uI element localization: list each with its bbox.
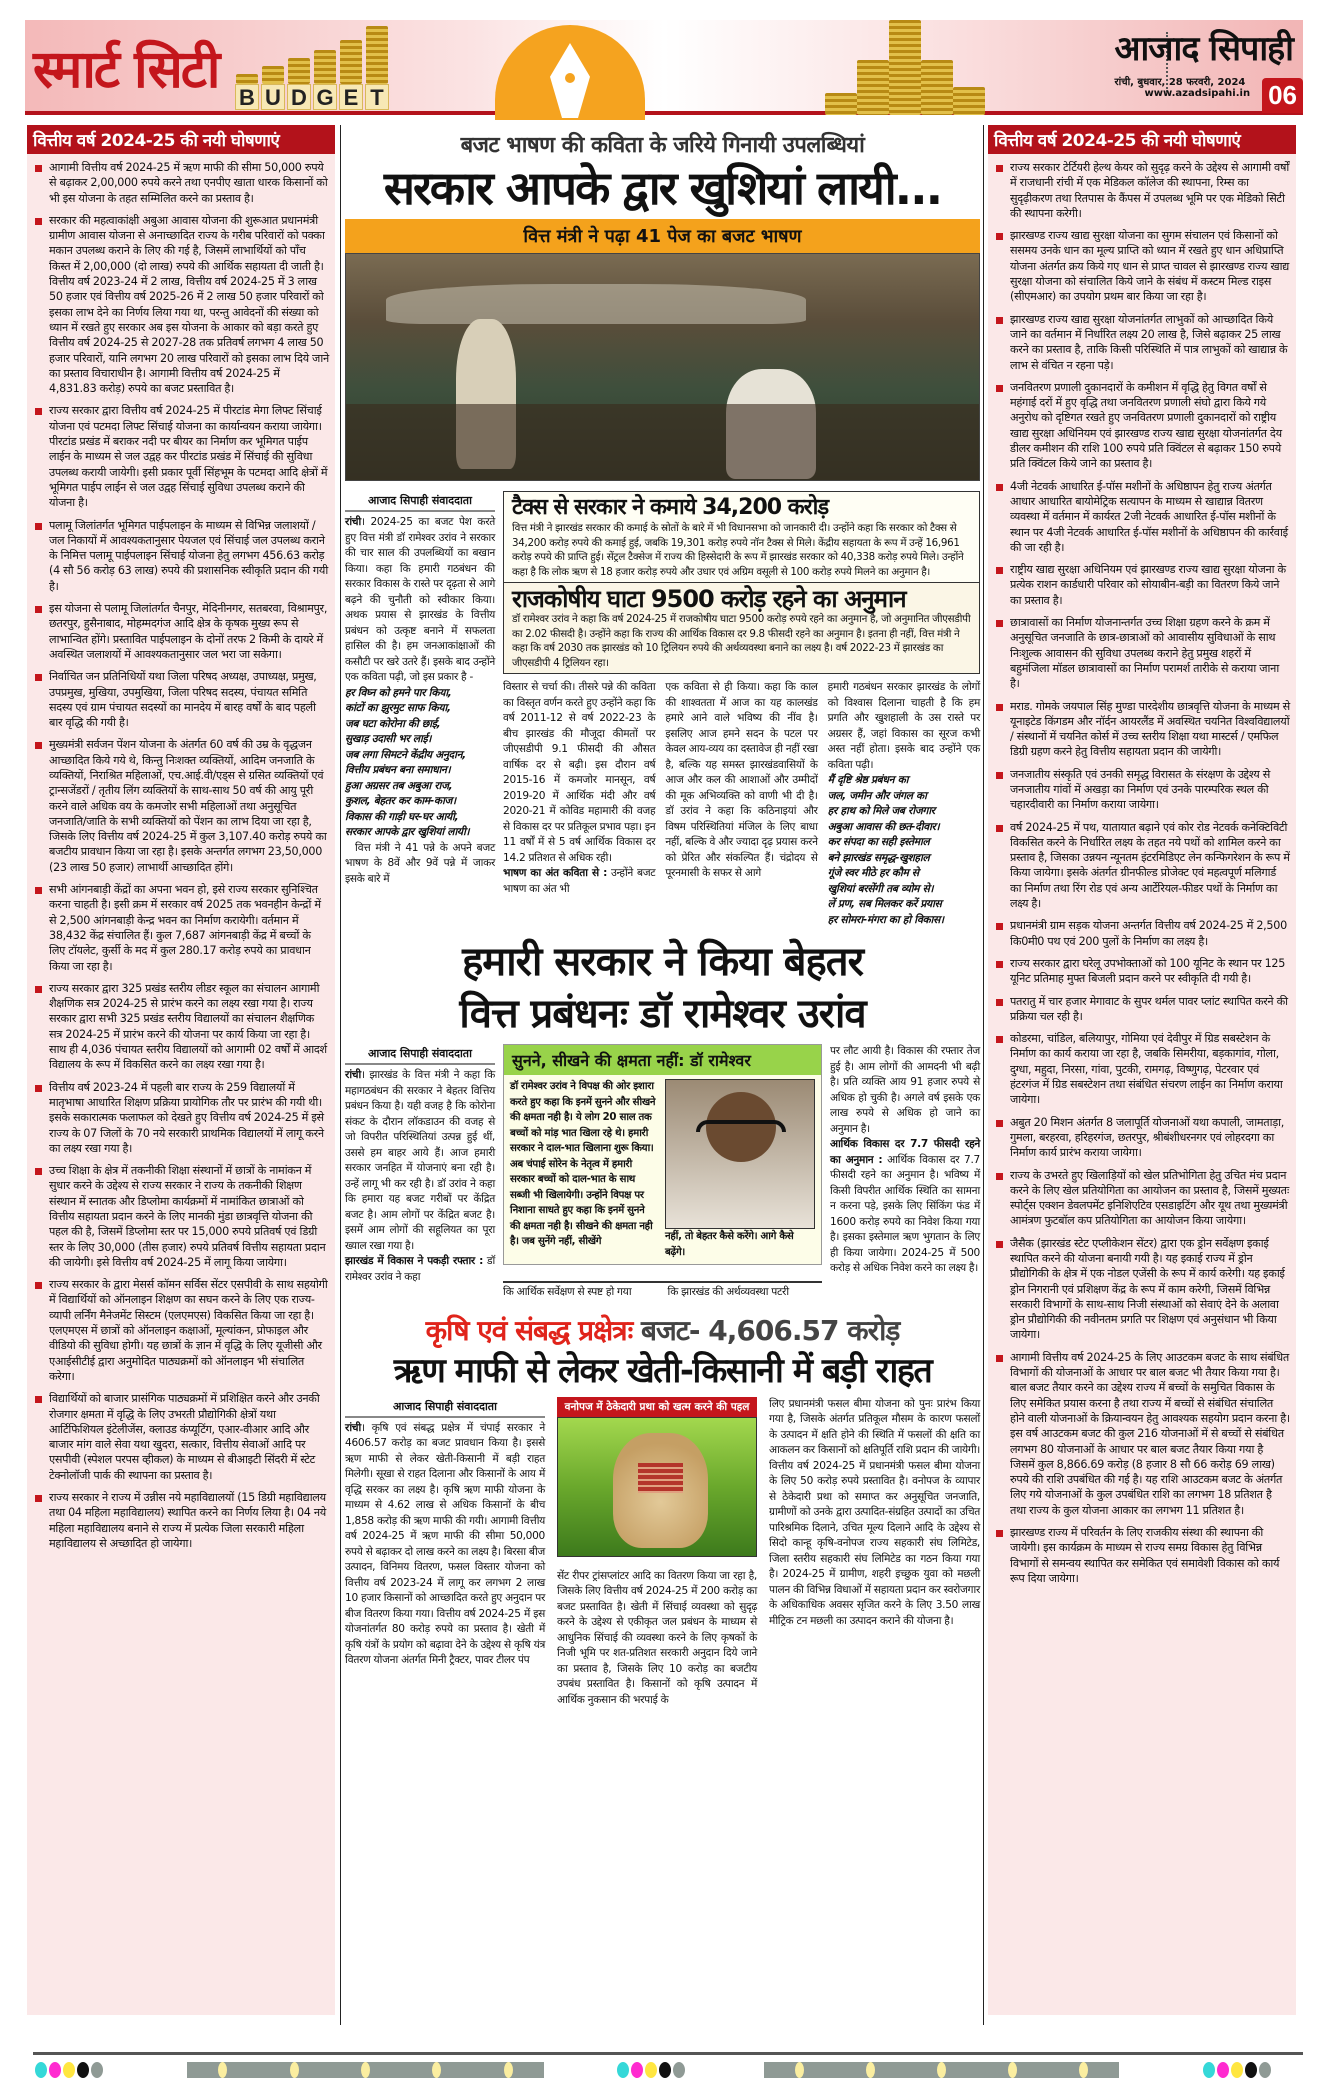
- lead-column: एक कविता से ही किया। कहा कि काल की शाश्वतता में आज का यह कालखंड हमारे आने वाले भविष्य की नींव है। इसलिए आज हमने सदन के पटल पर केवल आय-व्यय का दस्तावेज ही नहीं रखा है, बल्कि यह समस्त झारखंडवासियों के आज और कल की आशाओं और उम्मीदों की मूक अभिव्यक्ति को वाणी भी दी है। डॉ उरांव ने कहा कि कठिनाइयां और विषम परिस्थितियां मंजिल के लिए बाधा नहीं, बल्कि वे और ज्यादा दृढ़ प्रयास करने को प्रेरित और संकल्पित हैं। चंद्रोदय से पूरनमासी के सफर से आगे: [665, 681, 818, 879]
- newspaper-name: आजाद सिपाही: [1114, 29, 1293, 69]
- color-registration-marks: [1203, 2062, 1271, 2078]
- color-registration-marks: [617, 2062, 685, 2078]
- coin-stack-icon: [262, 66, 284, 84]
- second-column: पर लौट आयी है। विकास की रफ्तार तेज हुई है। आम लोगों की आमदनी भी बढ़ी है। प्रति व्यक्ति आय 91 हजार रुपये से अधिक हो चुकी है। अगले वर्ष इसके एक लाख रुपये से अधिक हो जाने का अनुमान है। आर्थिक विकास दर 7.7 फीसदी रहने का अनुमान : आर्थिक विकास दर 7.7 फीसदी रहने का अनुमान है। भविष्य में किसी विपरीत आर्थिक स्थिति का सामना न करना पड़े, इसके लिए सिंकिंग फंड में 1600 करोड़ रुपये का निवेश किया गया है। इसका इस्तेमाल ऋण भुगतान के लिए ही किया जायेगा। 2024-25 में 500 करोड़ से अधिक निवेश करने का लक्ष्य है।: [830, 1045, 980, 1274]
- crop-money-photo: [557, 1417, 757, 1557]
- announcement-item: उच्च शिक्षा के क्षेत्र में तकनीकी शिक्षा संस्थानों में छात्रों के नामांकन में सुधार करने के उद्देश्य से राज्य सरकार ने राज्य के तकनीकी शिक्षण संस्थान में स्नातक और डिप्लोमा कार्यक्रमों में नामांकित छात्राओं को वित्तीय सहायता प्रदान करने के लिए मानकी मुंडा छात्रवृत्ति योजना की पहल की है, जिसमें डिप्लोमा स्तर पर 15,000 रुपये प्रतिवर्ष एवं डिग्री स्तर के लिए 30,000 (तीस हजार) रुपये प्रतिवर्ष वित्तीय सहायता प्रदान की जायेगी। इसे वित्तीय वर्ष 2024-25 में लागू किया जायेगा।: [33, 1163, 329, 1270]
- announcement-item: वित्तीय वर्ष 2023-24 में पहली बार राज्य के 259 विद्यालयों में मातृभाषा आधारित शिक्षण प्रक्रिया प्रायोगिक तौर पर प्रारंभ की गयी थी। इसके सकारात्मक फलाफल को देखते हुए वित्तीय वर्ष 2024-25 में इसे राज्य के 07 जिलों के 70 नये सरकारी प्राथमिक विद्यालयों में लागू करने का लक्ष्य रखा गया है।: [33, 1080, 329, 1156]
- section-title: स्मार्ट सिटी: [33, 40, 219, 100]
- coin-stack-icon: [366, 26, 388, 84]
- announcement-list: [27, 154, 335, 1551]
- page-number: 06: [1262, 78, 1303, 113]
- announcement-item: राज्य सरकार टेर्टियरी हेल्थ केयर को सुदृढ़ करने के उद्देश्य से आगामी वर्षों में राजधानी रांची में एक मेडिकल कॉलेज की स्थापना, रिम्स का सुदृढ़ीकरण तथा रितपास के कैंपस में उपलब्ध भूमि पर एक मेडिको सिटी की स्थापना करेगी।: [994, 160, 1290, 221]
- footer-rule: [33, 2052, 1303, 2055]
- agri-headline: [345, 1311, 980, 1349]
- opposition-box: [503, 1044, 822, 1265]
- announcement-item: मुख्यमंत्री सर्वजन पेंशन योजना के अंतर्गत 60 वर्ष की उम्र के वृद्धजन आच्छादित किये गये थे, किन्तु निःशक्त व्यक्तियों, आदिम जनजाति के व्यक्तियों, निराश्रित महिलाओं, एच.आई.वी/एड्स से ग्रसित व्यक्तियों एवं ट्रान्सजेंडरों / तृतीय लिंग व्यक्तियों के साथ-साथ 50 वर्ष की आयु पूरी करने वाले अधिक वय के कमजोर सभी महिलाओं तथा अनुसूचित जनजाति/जाति के सभी व्यक्तियों को पेंशन का लाभ दिया जा रहा है, जिसके लिए वित्तीय वर्ष 2024-25 में कुल 3,107.40 करोड़ रुपये का बजटीय प्रावधान किया जा रहा है। इसके अन्तर्गत लगभग 23,50,000 (23 लाख 50 हजार) लाभार्थी आच्छादित होंगे।: [33, 737, 329, 875]
- announcement-item: अबुत 20 मिशन अंतर्गत 8 जलापूर्ति योजनाओं यथा कपाली, जामताड़ा, गुमला, बरहरवा, हरिहरगंज, छतरपुर, श्रीबंशीधरनगर एवं लोहरदगा का निर्माण कार्य प्रारंभ कराया जायेगा।: [994, 1115, 1290, 1161]
- agri-subhead: ऋण माफी से लेकर खेती-किसानी में बड़ी राहत: [393, 1350, 932, 1391]
- center-column: [345, 125, 980, 1708]
- column-divider: [340, 125, 341, 2025]
- announcement-item: प्रधानमंत्री ग्राम सड़क योजना अन्तर्गत वित्तीय वर्ष 2024-25 में 2,500 कि0मी0 पथ एवं 200 पुलों के निर्माण का लक्ष्य है।: [994, 918, 1290, 949]
- assembly-photo: [345, 253, 980, 481]
- tax-revenue-box: [503, 491, 980, 583]
- announcement-item: पतरातु में चार हजार मेगावाट के सुपर थर्मल पावर प्लांट स्थापित करने की प्रक्रिया चल रही है।: [994, 994, 1290, 1025]
- agri-column: रांची। कृषि एवं संबद्ध प्रक्षेत्र में चंपाई सरकार ने 4606.57 करोड़ का बजट प्रावधान किया है। इससे ऋण माफी से लेकर खेती-किसानी में बड़ी राहत मिलेगी। सूखा से राहत दिलाना और किसानों के आय में वृद्धि सरकर का लक्ष्य है। कृषि ऋण माफी योजना के माध्यम से 4.62 लाख से अधिक किसानों के बीच 1,858 करोड़ की ऋण माफी की गयी। आगामी वित्तीय वर्ष 2024-25 में ऋण माफी की सीमा 50,000 रुपये से बढ़ाकर दो लाख करने का लक्ष्य है। बिरसा बीज उत्पादन, विनिमय वितरण, फसल विस्तार योजना को वित्तीय वर्ष 2023-24 में लागू कर लगभग 2 लाख 10 हजार किसानों को आच्छादित करते हुए अनुदान पर बीज वितरण किया गया। वित्तीय वर्ष 2024-25 में इस योजनांतर्गत 80 करोड़ रुपये का प्रस्ताव है। खेती में कृषि यंत्रों के प्रयोग को बढ़ावा देने के उद्देश्य से कृषि यंत्र वितरण योजना अंतर्गत मिनी ट्रैक्टर, पावर टीलर पंप: [345, 1421, 545, 1666]
- announcement-item: राज्य के उभरते हुए खिलाड़ियों को खेल प्रतिभोगिता हेतु उचित मंच प्रदान करने के लिए खेल प्रतियोगिता का आयोजन का प्रस्ताव है, जिसमें मुख्यतः स्पोर्ट्स एक्शन डेवलपमेंट इनिशिएटिव एसडाइटिंग और यूथ तथा मुख्यमंत्री आमंत्रण फुटबॉल कप प्रतियोगिता का आयोजन किया जायेगा।: [994, 1168, 1290, 1229]
- dateline: रांची, बुधवार, 28 फरवरी, 2024: [1114, 77, 1246, 88]
- announcement-item: आगामी वित्तीय वर्ष 2024-25 के लिए आउटकम बजट के साथ संबंधित विभागों की योजनाओं के आधार पर बाल बजट भी तैयार किया गया है। बाल बजट तैयार करने का उद्देश्य राज्य में बच्चों के समुचित विकास के लिए समेकित प्रयास करना है तथा राज्य में बच्चों से संबंधित संचालित होने वाली योजनाओं के क्रियान्वयन हेतु आवश्यक सहयोग प्रदान करना है। इस वर्ष आउटकम बजट की कुल 216 योजनाओं में से बच्चों से संबंधित लगभग 80 योजनाओं के आधार पर बाल बजट तैयार किया गया है जिसमें कुल 8,866.69 करोड़ (8 हजार 8 सौ 66 करोड़ 69 लाख) रुपये की राशि उपबंधित की गई है। यह राशि आउटकम बजट के अंतर्गत लिए गये योजनाओं के कुल उपबंधित राशि का लगभग 18 प्रतिशत है तथा राज्य के कुल योजना आकार का लगभग 11 प्रतिशत है।: [994, 1350, 1290, 1518]
- announcement-item: जनवितरण प्रणाली दुकानदारों के कमीशन में वृद्धि हेतु विगत वर्षों से महंगाई दरों में हुए वृद्धि तथा जनवितरण प्रणाली संघो द्वारा किये गये अनुरोध को दृष्टिगत रखते हुए जनवितरण प्रणाली दुकानदारों को राष्ट्रीय खाद्य सुरक्षा अधिनियम एवं झारखण्ड राज्य खाद्य सुरक्षा योजनांतर्गत देय डीलर कमीशन की राशि 100 रुपये प्रति क्विंटल से बढ़ाकर 150 रुपये प्रति क्विंटल किये जाने का प्रस्ताव है।: [994, 380, 1290, 472]
- announcement-item: सरकार की महत्वाकांक्षी अबुआ आवास योजना की शुरूआत प्रधानमंत्री ग्रामीण आवास योजना से अनाच्छादित राज्य के गरीब परिवारों को पक्का मकान उपलब्ध कराने के लिए की गई है, जिसमें लाभार्थियों को पाँच किस्त में 2,00,000 (दो लाख) रुपये की आर्थिक सहायता दी जाती है। वित्तीय वर्ष 2023-24 में 2 लाख, वित्तीय वर्ष 2024-25 में 3 लाख 50 हजार एवं वित्तीय वर्ष 2025-26 में 2 लाख 50 हजार परिवारों को इसका लाभ देने का निर्णय लिया गया था, परन्तु आवेदनों की संख्या को ध्यान में रखते हुए सरकार अब इस योजना के आकार को बड़ा करते हुए वित्तीय वर्ष 2024-25 से 2027-28 तक प्रतिवर्ष लगभग 4 लाख 50 हजार परिवारों, यानि लगभग 20 लाख परिवारों को इसका लाभ दिये जाने का प्रस्ताव विचाराधीन है। आगामी वित्तीय वर्ष 2024-25 में 4,831.83 करोड़) रुपये का बजट प्रस्तावित है।: [33, 213, 329, 397]
- photo-caption: नहीं, तो बेहतर कैसे करेंगे। आगे कैसे बढ़ेंगे।: [665, 1231, 794, 1258]
- gold-coins-icon: [825, 20, 985, 115]
- pen-nib-logo-icon: [495, 25, 645, 120]
- lead-kicker: बजट भाषण की कविता के जरिये गिनायी उपलब्धियां: [460, 133, 865, 158]
- coin-stack-icon: [288, 58, 310, 84]
- budget-letter: T: [365, 84, 389, 110]
- opposition-box-title: सुनने, सीखने की क्षमता नहीं: डॉ रामेश्वर: [504, 1045, 821, 1075]
- deficit-box-text: डॉ रामेश्वर उरांव ने कहा कि वर्ष 2024-25 में राजकोषीय घाटा 9500 करोड़ रुपये रहने का अनुमान है, जो अनुमानित जीएसडीपी का 2.02 फीसदी है। उन्होंने कहा कि राज्य की आर्थिक विकास दर 9.8 फीसदी रहने का अनुमान है। इतना ही नहीं, वित्त मंत्री ने कहा कि वर्ष 2030 तक झारखंड को 10 ट्रिलियन रुपये की अर्थव्यवस्था बनाने का लक्ष्य है। वर्ष 2022-23 में झारखंड का जीएसडीपी 4 ट्रिलियन रहा।: [512, 613, 971, 669]
- announcement-item: राज्य सरकार द्वारा वित्तीय वर्ष 2024-25 में पीरटांड मेगा लिफ्ट सिंचाई योजना एवं पटमदा लिफ्ट सिंचाई योजना का कार्यान्वयन कराया जायेगा। पीरटांड प्रखंड में बराकर नदी पर बीयर का निर्माण कर भूमिगत पाईप लाईन के माध्यम से जल उद्वह कर पीरटांड प्रखंड में सिंचाई की सुविधा उपलब्ध करायी जायेगी। इसी प्रकार पूर्वी सिंहभूम के पटमदा आदि क्षेत्रों में भूमिगत पाईप लाईन से जल उद्वह सिंचाई सुविधा उपलब्ध कराने की योजना है।: [33, 403, 329, 510]
- budget-graphic: [235, 30, 389, 110]
- photo-label: वनोपज में ठेकेदारी प्रथा को खत्म करने की पहल: [557, 1397, 757, 1417]
- announcement-item: राज्य सरकार ने राज्य में उन्नीस नये महाविद्यालयों (15 डिग्री महाविद्यालय तथा 04 महिला महाविद्यालय) स्थापित करने का निर्णय लिया है। 04 नये महिला महाविद्यालय बनाने से राज्य में प्रत्येक जिला सरकारी महिला महाविद्यालय से अच्छादित हो जायेगा।: [33, 1490, 329, 1551]
- announcement-item: वर्ष 2024-25 में पथ, यातायात बढ़ाने एवं कोर रोड नेटवर्क कनेक्टिविटी विकसित करने के निर्धारित लक्ष्य के तहत नये पथों को शामिल करने का प्रस्ताव है, जिसका उन्नयन न्यूनतम इंटरमिडिएट लेन कन्फिगरेशन के रूप में किया जायेगा। इसके अंतर्गत ग्रीनफील्ड प्रोजेक्ट एवं महत्वपूर्ण मलिगार्ड का निर्माण तथा रिंग रोड एवं अन्य आर्टेरियल-फीडर पथों के निर्माण का लक्ष्य है।: [994, 820, 1290, 912]
- lead-subhead: वित्त मंत्री ने पढ़ा 41 पेज का बजट भाषण: [345, 219, 980, 253]
- second-headline: वित्त प्रबंधनः डॉ रामेश्वर उरांव: [459, 991, 866, 1037]
- announcement-item: झारखण्ड राज्य में परिवर्तन के लिए राजकीय संस्था की स्थापना की जायेगी। इस कार्यक्रम के माध्यम से राज्य समग्र विकास हेतु विभिन्न विभागों से समन्वय स्थापित कर समेकित एवं समावेशी विकास को कार्य रूप दिया जायेगा।: [994, 1525, 1290, 1586]
- announcement-item: राज्य सरकार के द्वारा मेसर्स कॉमन सर्विस सेंटर एसपीवी के साथ सहयोगी में विद्यार्थियों को ऑनलाइन शिक्षण का सघन करने के लिए एक राज्य-व्यापी लर्निंग मैनेजमेंट सिस्टम (एलएमएस) विकसित किया जा रहा है। एलएमएस में छात्रों को ऑनलाइन कक्षाओं, मूल्यांकन, प्रोफाइल और वीडियो की सुविधा होगी। यह छात्रों के ज्ञान में वृद्धि के लिए यूजीसी और एआईसीटीई द्वारा अनुमोदित पाठ्यक्रमों को ऑनलाइन भी संचालित करेगा।: [33, 1277, 329, 1384]
- registration-bar: [764, 2062, 1119, 2078]
- lead-headline: सरकार आपके द्वार खुशियां लायी...: [383, 161, 942, 215]
- column-divider: [983, 125, 984, 2025]
- announcement-item: राज्य सरकार द्वारा घरेलू उपभोक्ताओं को 100 यूनिट के स्थान पर 125 यूनिट प्रतिमाह मुफ्त बिजली प्रदान करने पर स्वीकृति दी गयी है।: [994, 956, 1290, 987]
- tax-box-title: टैक्स से सरकार ने कमाये 34,200 करोड़: [512, 495, 829, 520]
- byline: आजाद सिपाही संवाददाता: [345, 1044, 495, 1065]
- budget-letter: U: [261, 84, 285, 110]
- announcement-item: जनजातीय संस्कृति एवं उनकी समृद्ध विरासत के संरक्षण के उद्देश्य से जनजातीय गांवों में अखड़ा का निर्माण एवं उनके पारम्परिक स्थल की चहारदीवारी का निर्माण कराया जायेगा।: [994, 767, 1290, 813]
- announcement-item: आगामी वित्तीय वर्ष 2024-25 में ऋण माफी की सीमा 50,000 रुपये से बढ़ाकर 2,00,000 रुपये करने तथा एनपीए खाता धारक किसानों को भी इस योजना के तहत सम्मिलित करने का प्रस्ताव है।: [33, 160, 329, 206]
- page-header: [25, 20, 1303, 115]
- announcement-item: निर्वाचित जन प्रतिनिधियों यथा जिला परिषद अध्यक्ष, उपाध्यक्ष, प्रमुख, उपप्रमुख, मुखिया, उपमुखिया, जिला परिषद सदस्य, पंचायत समिति सदस्य एवं ग्राम पंचायत सदस्यों का मानदेय में बारह वर्षों के बाद पहली बार वृद्धि की गयी है।: [33, 669, 329, 730]
- agri-column: लिए प्रधानमंत्री फसल बीमा योजना को पुनः प्रारंभ किया गया है, जिसके अंतर्गत प्रतिकूल मौसम के कारण फसलों के उत्पादन में क्षति होने की स्थिति में फसलों की क्षति का आकलन कर किसानों को क्षतिपूर्ति राशि प्रदान की जायेगी। वित्तीय वर्ष 2024-25 में प्रधानमंत्री फसल बीमा योजना के लिए 50 करोड़ रुपये प्रस्तावित है। वनोपज के व्यापार से ठेकेदारी प्रथा को समाप्त कर अनुसूचित जनजाति, ग्रामीणों को उनके द्वारा उत्पादित-संग्रहित उत्पादों का उचित पारिश्रमिक दिलाने, उचित मूल्य दिलाने आदि के उद्देश्य से सिदो कान्हू कृषि-वनोपज राज्य सहकारी संघ लिमिटेड, जिला स्तरीय सहकारी संघ लिमिटेड का गठन किया गया है। 2024-25 में ग्रामीण, शहरी इच्छुक युवा को मछली पालन की विभिन्न विधाओं में सहायता प्रदान कर स्वरोजगार के अधिकाधिक अवसर सृजित करने के लिए 3.50 लाख मीट्रिक टन मछली का उत्पादन कराने की योजना है।: [769, 1397, 980, 1627]
- announcement-item: इस योजना से पलामू जिलांतर्गत चैनपुर, मेदिनीनगर, सतबरवा, विश्रामपुर, छतरपुर, हुसैनाबाद, मोहम्मदगंज आदि क्षेत्र के कृषक मुख्य रूप से लाभान्वित होंगे। प्रस्तावित पाईपलाइन के दोनों तरफ 2 किमी के दायरे में अवस्थित जलाशयों में आवश्यकतानुसार जल भरा जा सकेगा।: [33, 601, 329, 662]
- coin-stack-icon: [314, 50, 336, 84]
- announcement-item: 4जी नेटवर्क आधारित ई-पॉस मशीनों के अधिष्ठापन हेतु राज्य अंतर्गत आधार आधारित बायोमेट्रिक सत्यापन के माध्यम से खाद्यान्न वितरण व्यवस्था में वर्तमान में कार्यरत 2जी नेटवर्क आधारित ई-पॉस मशीनों के स्थान पर 4जी नेटवर्क आधारित ई-पॉस मशीनों के अधिष्ठापन की कार्रवाई की जा रही है।: [994, 479, 1290, 555]
- byline: आजाद सिपाही संवाददाता: [345, 491, 495, 512]
- second-column: कि आर्थिक सर्वेक्षण से स्पष्ट हो गया: [503, 1286, 632, 1298]
- right-sidebar: [988, 125, 1296, 2015]
- budget-letter: G: [313, 84, 337, 110]
- announcement-item: कोडरमा, चांडिल, बलियापुर, गोमिया एवं देवीपुर में ग्रिड सबस्टेशन के निर्माण का कार्य कराया जा रहा है, जबकि सिमरीया, बड़कागांव, गोला, दुग्धा, महुदा, निरसा, गांवा, पुटकी, रामगढ़, विष्णुगढ़, पेटरवार एवं हंटरगंज में ग्रिड सबस्टेशन तथा संबंधित संचरण लाईन का निर्माण कराया जायेगा।: [994, 1031, 1290, 1107]
- second-headline: हमारी सरकार ने किया बेहतर: [462, 939, 863, 985]
- announcement-item: छात्रावासों का निर्माण योजनान्तर्गत उच्च शिक्षा ग्रहण करने के क्रम में अनुसूचित जनजाति के छात्र-छात्राओं को आवासीय सुविधाओं के साथ निःशुल्क आवासन की सुविधा उपलब्ध कराने हेतु प्रमुख शहरों में बहुमंजिला मॉडल छात्रावासों का निर्माण परामर्श तारीके से कराया जाना है।: [994, 615, 1290, 691]
- lead-intro-column: रांची। 2024-25 का बजट पेश करते हुए वित्त मंत्री डॉ रामेश्वर उरांव ने सरकार की चार साल की उपलब्धियों का बखान किया। कहा कि हमारी गठबंधन की सरकार विकास के रास्ते पर दृढ़ता से आगे बढ़ने की चुनौती को स्वीकार किया। अथक प्रयास से झारखंड के वित्तीय प्रबंधन को उत्कृष्ट बनाने में सफलता हासिल की है। हम जनआकांक्षाओं की कसौटी पर खरे उतरे हैं। इसके बाद उन्होंने एक कविता पढ़ी, जो इस प्रकार है - हर विघ्न को हमने पार किया, कांटों का झुरमुट साफ किया, जब घटा कोरोना की छाई, सुखाड़ उदासी भर लाई। जब लगा सिमटने केंद्रीय अनुदान, वित्तीय प्रबंधन बना समाधान। हुआ अग्रसर तब अबुआ राज, कुशल, बेहतर कर काम-काज। विकास की गाड़ी घर-घर आयी, सरकार आपके द्वार खुशियां लायी। वित्त मंत्री ने 41 पन्ने के अपने बजट भाषण के 8वें और 9वें पन्ने में जाकर इसके बारे में: [345, 516, 495, 885]
- announcement-item: झारखण्ड राज्य खाद्य सुरक्षा योजनांतर्गत लाभुकों को आच्छादित किये जाने का वर्तमान में निर्धारित लक्ष्य 20 लाख है, जिसे बढ़ाकर 25 लाख करने का प्रस्ताव है, ताकि किसी परिस्थिति में पात्र लाभुकों को खाद्यान्न के लाभ से वंचित न रहना पड़े।: [994, 312, 1290, 373]
- sidebar-heading: वित्तीय वर्ष 2024-25 की नयी घोषणाएं: [27, 125, 335, 154]
- coin-stack-icon: [236, 74, 258, 84]
- coin-stack-icon: [340, 40, 362, 84]
- registration-bar: [187, 2062, 544, 2078]
- agri-headline-budget: बजट- 4,606.57 करोड़: [641, 1313, 900, 1347]
- color-registration-marks: [35, 2062, 103, 2078]
- agri-column: सेंट रीपर ट्रांसप्लांटर आदि का वितरण किया जा रहा है, जिसके लिए वित्तीय वर्ष 2024-25 में 200 करोड़ का बजट प्रस्तावित है। खेती में सिंचाई व्यवस्था को सुदृढ़ करने के उद्देश्य से एकीकृत जल प्रबंधन के माध्यम से आधुनिक सिंचाई की व्यवस्था करने के लिए कृषकों के निजी भूमि पर शत-प्रतिशत सरकारी अनुदान दिये जाने का प्रस्ताव है, जिसके लिए 10 करोड़ का बजटीय उपबंध प्रस्तावित है। किसानों को कृषि उत्पादन में आर्थिक नुकसान की भरपाई के: [557, 1569, 757, 1706]
- lead-column: विस्तार से चर्चा की। तीसरे पन्ने की कविता का विस्तृत वर्णन करते हुए उन्होंने कहा कि वर्ष 2011-12 से वर्ष 2022-23 के बीच झारखंड की मौजूदा कीमतों पर जीएसडीपी 9.1 फीसदी की औसत वार्षिक दर से बढ़ी। इस दौरान वर्ष 2015-16 में कमजोर मानसून, वर्ष 2019-20 में आर्थिक मंदी और वर्ष 2020-21 में कोविड महामारी की वजह से विकास दर पर प्रतिकूल प्रभाव पड़ा। इन 11 वर्षों में से 5 वर्ष आर्थिक विकास दर 14.2 प्रतिशत से अधिक रही। भाषण का अंत कविता से : उन्होंने बजट भाषण का अंत भी: [503, 681, 656, 895]
- second-column: कि झारखंड की अर्थव्यवस्था पटरी: [667, 1286, 789, 1298]
- tax-box-text: वित्त मंत्री ने झारखंड सरकार की कमाई के स्रोतों के बारे में भी विधानसभा को जानकारी दी। उन्होंने कहा कि सरकार को टैक्स से 34,200 करोड़ रुपये की कमाई हुई, जबकि 19,301 करोड़ रुपये नॉन टैक्स से मिले। केंद्रीय सहायता के रूप में उन्हें 16,961 करोड़ रुपये की प्राप्ति हुई। सेंट्रल टैक्सेज में राज्य की हिस्सेदारी के रूप में झारखंड सरकार को 40,338 करोड़ रुपये मिले। उन्होंने कहा है कि लोक ऋण से 18 हजार करोड़ रुपये और उधार एवं अग्रिम वसूली से 100 करोड़ रुपये मिलने का अनुमान है।: [512, 522, 964, 578]
- announcement-list: [988, 154, 1296, 1586]
- announcement-item: झारखण्ड राज्य खाद्य सुरक्षा योजना का सुगम संचालन एवं किसानों को ससमय उनके धान का मूल्य प्राप्ति को ध्यान में रखते हुए धान अधिप्राप्ति योजना अंतर्गत क्रय किये गए धान से प्राप्त चावल से झारखण्ड राज्य खाद्य सुरक्षा योजना को संचालित किये जाने के संबंध में कस्टम मिल्ड राइस (सीएमआर) का उपयोग प्रथम बार किया जा रहा है।: [994, 228, 1290, 304]
- opposition-box-text: डॉ रामेश्वर उरांव ने विपक्ष की ओर इशारा करते हुए कहा कि इनमें सुनने और सीखने की क्षमता नही है। ये लोग 20 साल तक बच्चों को मांड़ भात खिला रहे थे। हमारी सरकार ने दाल-भात खिलाना शुरू किया। अब चंपाई सोरेन के नेतृत्व में हमारी सरकार बच्चों को दाल-भात के साथ सब्जी भी खिलायेगी। उन्होंने विपक्ष पर निशाना साधते हुए कहा कि इनमें सुनने की क्षमता नही है। सीखने की क्षमता नही है। जब सुनेंगे नहीं, सीखेंगे: [510, 1081, 656, 1247]
- announcement-item: जैसैक (झारखंड स्टेट एप्लीकेशन सेंटर) द्वारा एक ड्रोन सर्वेक्षण इकाई स्थापित करने की योजना बनायी गयी है। यह इकाई राज्य में ड्रोन प्रौद्योगिकी के क्षेत्र में एक नोडल एजेंसी के रूप में कार्य करेगी। यह इकाई ड्रोन निगरानी एवं प्रशिक्षण केंद्र के रूप में काम करेगी, जिसमें विभिन्न सरकारी विभागों के साथ-साथ निजी संस्थाओं को सेवाएं देने के अलावा ड्रोन प्रौद्योगिकी की नवीनतम प्रगति पर शिक्षण एवं अनुसंधान भी किया जायेगा।: [994, 1236, 1290, 1343]
- second-column: रांची। झारखंड के वित्त मंत्री ने कहा कि महागठबंधन की सरकार ने बेहतर वित्तिय प्रबंधन किया है। यही वजह है कि कोरोना संकट के दौरान लॉकडाउन की वजह से जो विपरीत परिस्थितियां उत्पन्न हुई थीं, उससे हम बाहर आये हैं। आज हमारी सरकार जनहित में योजनाएं बना रही है। उन्हें लागू भी कर रही है। डॉ उरांव ने कहा कि हमारा यह बजट गरीबों पर केंद्रित बजट है। आम लोगों पर केंद्रित बजट है। इसमें आम लोगों की सहूलियत का पूरा ख्याल रखा गया है। झारखंड में विकास ने पकड़ी रफ्तार : डॉ रामेश्वर उरांव ने कहा: [345, 1069, 496, 1283]
- budget-letter: E: [339, 84, 363, 110]
- minister-photo: [665, 1079, 815, 1229]
- agri-headline-red: कृषि एवं संबद्ध प्रक्षेत्रः: [425, 1313, 633, 1347]
- website-link[interactable]: www.azadsipahi.in: [1144, 88, 1251, 99]
- sidebar-heading: वित्तीय वर्ष 2024-25 की नयी घोषणाएं: [988, 125, 1296, 154]
- announcement-item: मराड. गोमके जयपाल सिंह मुण्डा पारदेशीय छात्रवृत्ति योजना के माध्यम से यूनाइटेड किंगडम और नॉर्दन आयरलैंड में अवस्थित चयनित विश्वविद्यालयों / संस्थानों में चयनित कोर्स में उच्च स्तरीय शिक्षा यथा मास्टर्स / एमफिल डिग्री ग्रहण करने हेतु वित्तीय सहायता प्रदान की जायेगी।: [994, 699, 1290, 760]
- fiscal-deficit-box: [503, 583, 980, 674]
- byline: आजाद सिपाही संवाददाता: [345, 1397, 545, 1418]
- announcement-item: विद्यार्थियों को बाजार प्रासंगिक पाठ्यक्रमों में प्रशिक्षित करने और उनकी रोजगार क्षमता में वृद्धि के लिए उभरती प्रौद्योगिकी क्षेत्रों यथा आर्टिफिशियल इंटेलीजेंस, क्लाउड कंप्यूटिंग, एआर-वीआर आदि और बाजार मांग वाले सेवा यथा खुदरा, सत्कार, वित्तीय सेवाओं आदि पर एसपीवी (स्पेशल परपस व्हीकल) के माध्यम से बीआइटी सिंदरी में स्टेट टेक्नोलॉजी पार्क की स्थापना का प्रस्ताव है।: [33, 1391, 329, 1483]
- deficit-box-title: राजकोषीय घाटा 9500 करोड़ रहने का अनुमान: [512, 585, 906, 613]
- left-sidebar: [27, 125, 335, 2015]
- budget-letter: D: [287, 84, 311, 110]
- lead-column: हमारी गठबंधन सरकार झारखंड के लोगों को विश्वास दिलाना चाहती है कि हम प्रगति और खुशहाली के उस रास्ते पर अग्रसर हैं, जहां विकास का सूरज कभी अस्त नहीं होता। इसके बाद उन्होंने एक कविता पढ़ी। मैं दृष्टि श्रेष्ठ प्रबंधन का जल, जमीन और जंगल का हर हाथ को मिले जब रोजगार अबुआ आवास की छत-दीवार। कर संपदा का सही इस्तेमाल बने झारखंड समृद्ध-खुशहाल गूंजे स्वर मीठे हर कौम से खुशियां बरसेंगी तब व्योम से। लें प्रण, सब मिलकर करें प्रयास हर सोमरा-मंगरा का हो विकास।: [827, 681, 980, 926]
- announcement-item: पलामू जिलांतर्गत भूमिगत पाईपलाइन के माध्यम से विभिन्न जलाशयों / जल निकायों में आवश्यकतानुसार पेयजल एवं सिंचाई जल उपलब्ध कराने के निमित्त पलामू पाईपलाइन सिंचाई योजना हेतु लगभग 456.63 करोड़ (4 सौ 56 करोड़ 63 लाख) रुपये की प्रशासनिक स्वीकृति प्रदान की गयी है।: [33, 518, 329, 594]
- budget-letter: B: [235, 84, 259, 110]
- announcement-item: राज्य सरकार द्वारा 325 प्रखंड स्तरीय लीडर स्कूल का संचालन आगामी शैक्षणिक सत्र 2024-25 से प्रारंभ करने का लक्ष्य रखा गया है। राज्य सरकार द्वारा सभी 325 प्रखंड स्तरीय विद्यालयों का संचालन शैक्षणिक सत्र 2024-25 में प्रारंभ करने की योजना पर कार्य किया जा रहा है। साथ ही 4,036 पंचायत स्तरीय विद्यालयों को आगामी 02 वर्षों में आदर्श विद्यालय के रूप में विकसित करने का लक्ष्य रखा गया है।: [33, 981, 329, 1073]
- announcement-item: सभी आंगनबाड़ी केंद्रों का अपना भवन हो, इसे राज्य सरकार सुनिश्चित करना चाहती है। इसी क्रम में सरकार वर्ष 2025 तक भवनहीन केन्द्रों में से 2,500 आंगनबाड़ी केन्द्र भवन का निर्माण करायेगी। वर्तमान में 38,432 केंद्र संचालित हैं। कुल 7,687 आंगनबाड़ी केंद्र में बच्चों के लिए टॉयलेट, कुर्सी के मद में कुल 280.17 करोड़ रुपये का प्रावधान किया जा रहा है।: [33, 882, 329, 974]
- announcement-item: राष्ट्रीय खाद्य सुरक्षा अधिनियम एवं झारखण्ड राज्य खाद्य सुरक्षा योजना के प्रत्येक राशन कार्डधारी परिवार को सोयाबीन-बड़ी का वितरण किये जाने का प्रस्ताव है।: [994, 562, 1290, 608]
